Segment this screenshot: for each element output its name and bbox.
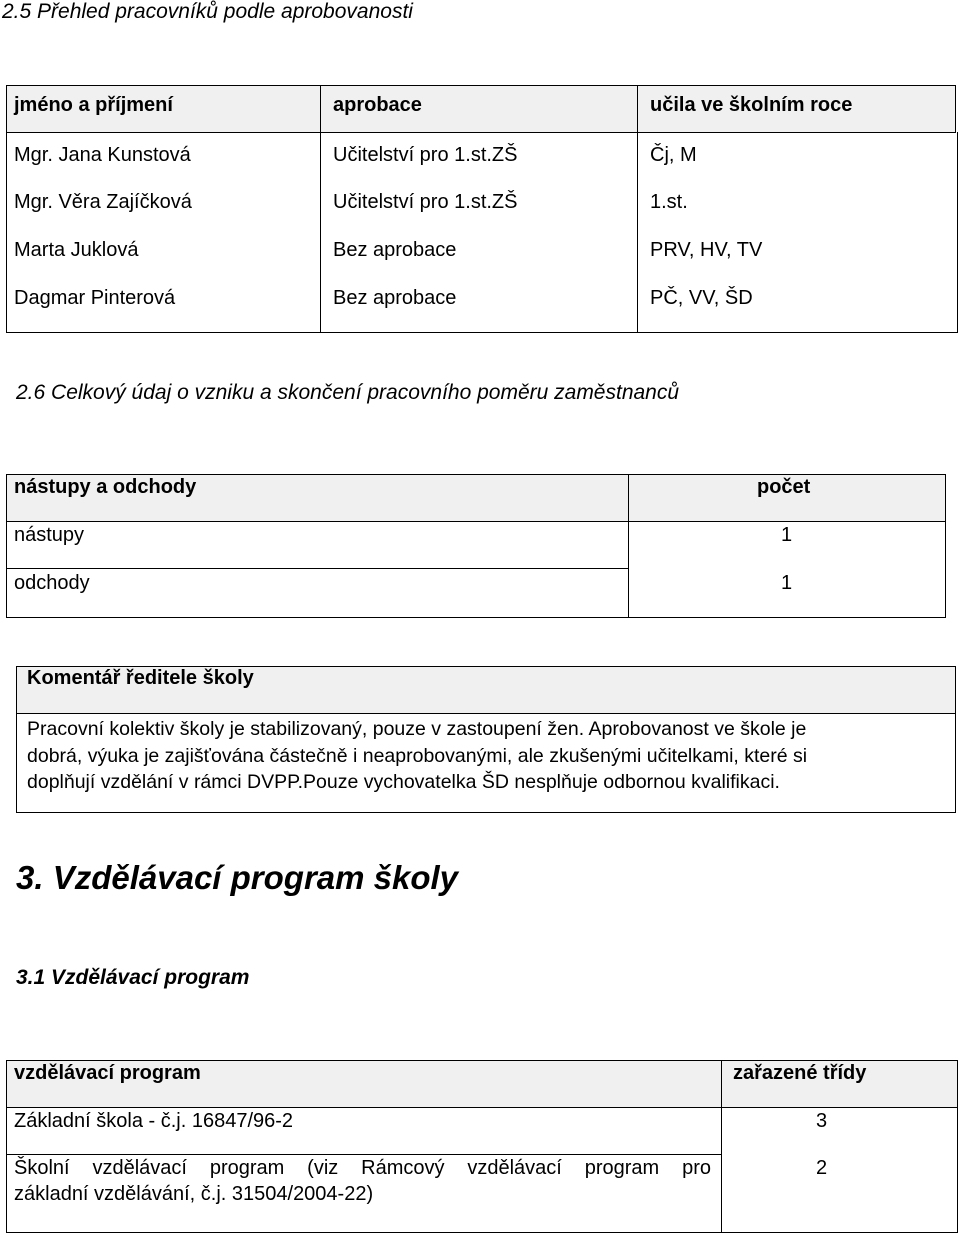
arrivals-table-divider (628, 474, 629, 617)
arrivals-table-body (6, 521, 946, 618)
staff-row-4-taught: PČ, VV, ŠD (650, 287, 753, 309)
staff-row-1-taught: Čj, M (650, 144, 697, 166)
comment-line-1: Pracovní kolektiv školy je stabilizovaný, pouze v zastoupení žen. Aprobovanost ve škole je (27, 718, 807, 740)
arrivals-row-2-label: odchody (14, 572, 90, 594)
program-row-1-name: Základní škola - č.j. 16847/96-2 (14, 1110, 294, 1132)
comment-line-3: doplňují vzdělání v rámci DVPP.Pouze vychovatelka ŠD nesplňuje odbornou kvalifikaci. (27, 771, 780, 793)
comment-line-2: dobrá, výuka je zajišťována částečně i neaprobovanými, ale zkušenými učitelkami, které si (27, 744, 808, 767)
staff-header-qualification: aprobace (333, 94, 422, 116)
staff-row-2-qualification: Učitelství pro 1.st.ZŠ (333, 191, 518, 213)
program-row-2-classes: 2 (816, 1157, 828, 1179)
staff-table-divider-1 (320, 85, 321, 332)
program-table-row-line (6, 1154, 722, 1155)
arrivals-table-row-line (6, 568, 628, 569)
staff-table-header-line (6, 132, 956, 133)
staff-row-4-name: Dagmar Pinterová (14, 287, 176, 309)
program-header-classes: zařazené třídy (733, 1062, 867, 1084)
staff-row-1-name: Mgr. Jana Kunstová (14, 144, 191, 166)
arrivals-row-1-count: 1 (781, 524, 793, 546)
program-header-name: vzdělávací program (14, 1062, 201, 1084)
staff-table-divider-2 (637, 85, 638, 332)
arrivals-header-label: nástupy a odchody (14, 476, 197, 498)
section-3-1-heading: 3.1 Vzdělávací program (16, 966, 250, 989)
staff-header-taught: učila ve školním roce (650, 94, 853, 116)
staff-row-1-qualification: Učitelství pro 1.st.ZŠ (333, 144, 518, 166)
program-table-divider (721, 1060, 722, 1232)
staff-row-4-qualification: Bez aprobace (333, 287, 457, 309)
program-row-2-name-line-2: základní vzdělávání, č.j. 31504/2004-22) (14, 1183, 374, 1205)
program-row-1-classes: 3 (816, 1110, 828, 1132)
comment-title: Komentář ředitele školy (27, 667, 254, 689)
arrivals-row-2-count: 1 (781, 572, 793, 594)
section-2-5-heading: 2.5 Přehled pracovníků podle aprobovanosti (2, 0, 413, 23)
chapter-3-heading: 3. Vzdělávací program školy (16, 859, 459, 896)
staff-row-2-name: Mgr. Věra Zajíčková (14, 191, 192, 213)
staff-header-name: jméno a příjmení (14, 94, 173, 116)
staff-row-3-qualification: Bez aprobace (333, 239, 457, 261)
section-2-6-heading: 2.6 Celkový údaj o vzniku a skončení pracovního poměru zaměstnanců (16, 381, 680, 404)
arrivals-header-count: počet (757, 476, 811, 498)
program-row-2-name-line-1: Školní vzdělávací program (viz Rámcový vzdělávací program pro (14, 1157, 711, 1179)
staff-row-2-taught: 1.st. (650, 191, 688, 213)
staff-row-3-name: Marta Juklová (14, 239, 139, 261)
comment-text (27, 716, 807, 796)
arrivals-row-1-label: nástupy (14, 524, 85, 546)
staff-row-3-taught: PRV, HV, TV (650, 239, 763, 261)
